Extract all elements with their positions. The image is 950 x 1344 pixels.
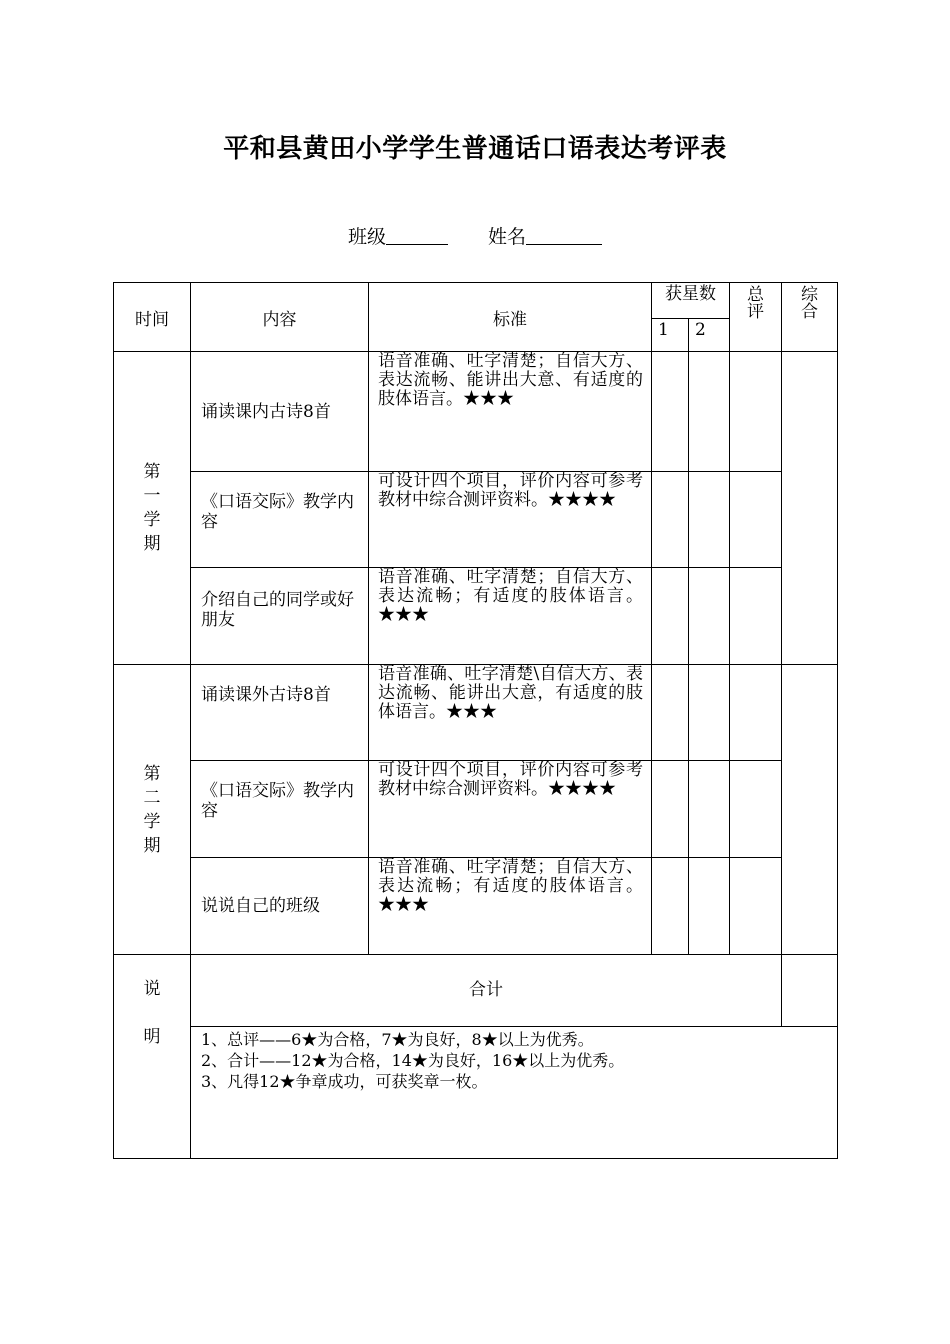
term1-star2-cell-1[interactable]	[689, 352, 730, 472]
term2-content-1: 诵读课外古诗8首	[191, 665, 369, 761]
term2-star2-cell-2[interactable]	[689, 761, 730, 858]
header-overall-bottom: 合	[801, 302, 818, 322]
term1-label	[114, 352, 191, 665]
term1-star1-cell-1[interactable]	[652, 352, 689, 472]
term2-star1-cell-1[interactable]	[652, 665, 689, 761]
term1-char-4: 期	[143, 534, 161, 554]
term2-char-3: 学	[143, 811, 161, 832]
header-total	[730, 283, 782, 352]
name-label: 姓名	[488, 226, 527, 248]
header-total-bottom: 评	[747, 302, 764, 322]
note-line-3: 3、凡得12★争章成功，可获奖章一枚。	[201, 1072, 488, 1091]
term2-char-1: 第	[143, 763, 161, 784]
term2-star1-cell-3[interactable]	[652, 858, 689, 955]
header-time: 时间	[114, 283, 191, 352]
header-standard: 标准	[369, 283, 652, 352]
note-line-2: 2、合计——12★为合格，14★为良好，16★以上为优秀。	[201, 1051, 625, 1070]
term1-overall-cell[interactable]	[782, 352, 838, 665]
term1-star2-cell-3[interactable]	[689, 568, 730, 665]
term2-standard-3: 语音准确、吐字清楚；自信大方、表达流畅；有适度的肢体语言。★★★	[369, 858, 652, 955]
evaluation-table	[113, 282, 838, 1159]
term1-standard-1: 语音准确、吐字清楚；自信大方、表达流畅、能讲出大意、有适度的肢体语言。★★★	[369, 352, 652, 472]
term2-overall-cell[interactable]	[782, 665, 838, 955]
term1-row-3	[114, 568, 838, 665]
header-star-2: 2	[689, 319, 730, 352]
document-title: 平和县黄田小学学生普通话口语表达考评表	[223, 134, 727, 164]
term1-row-1	[114, 352, 838, 472]
term2-star2-cell-3[interactable]	[689, 858, 730, 955]
term2-total-cell-3[interactable]	[730, 858, 782, 955]
term2-char-2: 二	[143, 787, 161, 808]
notes-text	[191, 1027, 838, 1159]
header-row	[114, 283, 838, 319]
notes-label-top: 说	[143, 979, 161, 999]
notes-label-bottom: 明	[143, 1027, 161, 1047]
term1-char-2: 一	[143, 486, 161, 506]
name-blank[interactable]	[526, 224, 602, 245]
term2-standard-2: 可设计四个项目，评价内容可参考教材中综合测评资料。★★★★	[369, 761, 652, 858]
term1-total-cell-1[interactable]	[730, 352, 782, 472]
sum-label: 合计	[191, 955, 782, 1027]
term2-content-3: 说说自己的班级	[191, 858, 369, 955]
term1-total-cell-2[interactable]	[730, 472, 782, 568]
term2-total-cell-2[interactable]	[730, 761, 782, 858]
class-blank[interactable]	[386, 224, 448, 245]
term1-content-2: 《口语交际》教学内容	[191, 472, 369, 568]
term1-char-1: 第	[143, 462, 161, 482]
term2-row-3	[114, 858, 838, 955]
term1-content-3: 介绍自己的同学或好朋友	[191, 568, 369, 665]
header-star-1: 1	[652, 319, 689, 352]
term2-standard-1: 语音准确、吐字清楚\自信大方、表达流畅、能讲出大意，有适度的肢体语言。★★★	[369, 665, 652, 761]
term2-label	[114, 665, 191, 955]
header-overall	[782, 283, 838, 352]
student-info-line	[0, 222, 950, 249]
class-label: 班级	[347, 226, 386, 248]
term2-row-2	[114, 761, 838, 858]
notes-row	[114, 1027, 838, 1159]
term1-standard-2: 可设计四个项目，评价内容可参考教材中综合测评资料。★★★★	[369, 472, 652, 568]
term1-content-1: 诵读课内古诗8首	[191, 352, 369, 472]
term2-star1-cell-2[interactable]	[652, 761, 689, 858]
term1-star1-cell-2[interactable]	[652, 472, 689, 568]
term1-char-3: 学	[143, 510, 161, 530]
term2-content-2: 《口语交际》教学内容	[191, 761, 369, 858]
term2-star2-cell-1[interactable]	[689, 665, 730, 761]
term1-total-cell-3[interactable]	[730, 568, 782, 665]
notes-label	[114, 955, 191, 1159]
sum-row	[114, 955, 838, 1027]
term1-standard-3: 语音准确、吐字清楚；自信大方、表达流畅；有适度的肢体语言。★★★	[369, 568, 652, 665]
note-line-1: 1、总评——6★为合格，7★为良好，8★以上为优秀。	[201, 1030, 594, 1049]
header-stars: 获星数	[652, 283, 730, 319]
header-total-top: 总	[747, 285, 764, 305]
term1-star1-cell-3[interactable]	[652, 568, 689, 665]
header-overall-top: 综	[801, 285, 818, 305]
term1-row-2	[114, 472, 838, 568]
term2-row-1	[114, 665, 838, 761]
header-content: 内容	[191, 283, 369, 352]
sum-value-cell[interactable]	[782, 955, 838, 1027]
term2-char-4: 期	[143, 835, 161, 856]
term1-star2-cell-2[interactable]	[689, 472, 730, 568]
term2-total-cell-1[interactable]	[730, 665, 782, 761]
